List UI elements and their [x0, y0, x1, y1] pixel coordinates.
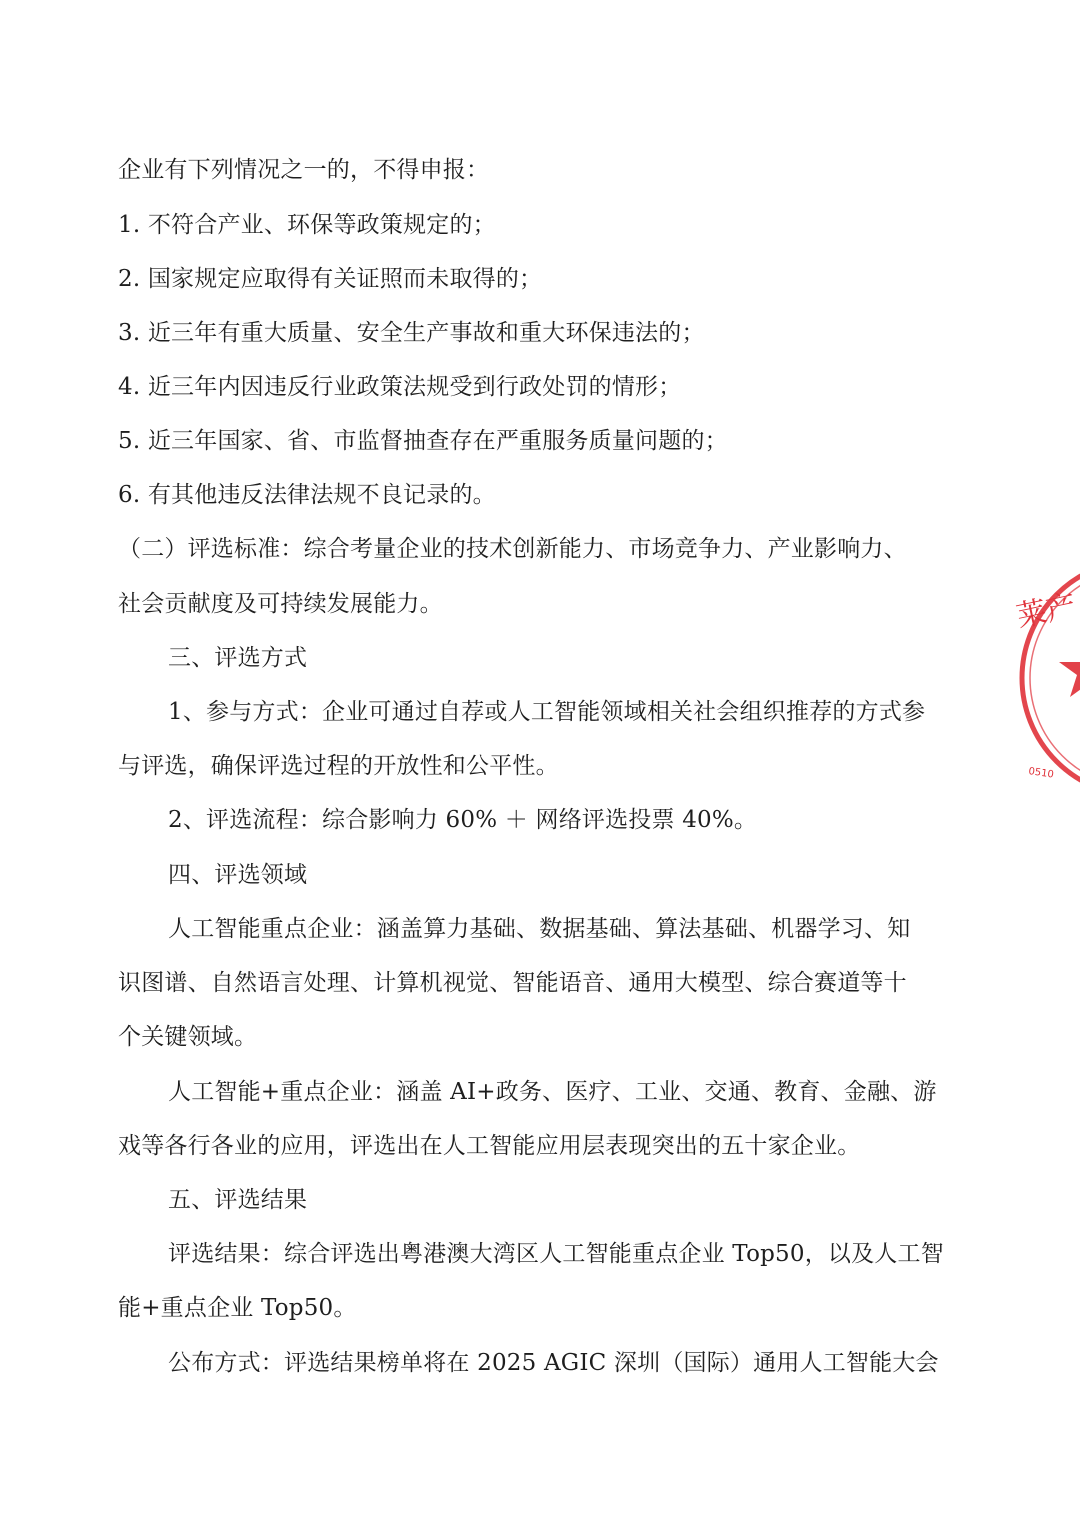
text-line: 企业有下列情况之一的，不得申报：	[118, 157, 490, 183]
text-line: 6. 有其他违反法律法规不良记录的。	[118, 482, 496, 508]
text-line: 戏等各行各业的应用，评选出在人工智能应用层表现突出的五十家企业。	[118, 1133, 861, 1159]
text-line: 能+重点企业 Top50。	[118, 1295, 357, 1321]
text-line: 3. 近三年有重大质量、安全生产事故和重大环保违法的；	[118, 320, 705, 346]
text-line: 与评选，确保评选过程的开放性和公平性。	[118, 753, 559, 779]
section-heading: 四、评选领域	[168, 862, 308, 888]
text-line: 1. 不符合产业、环保等政策规定的；	[118, 212, 496, 238]
text-line: 人工智能+重点企业：涵盖 AI+政务、医疗、工业、交通、教育、金融、游	[168, 1079, 937, 1105]
text-line: 人工智能重点企业：涵盖算力基础、数据基础、算法基础、机器学习、知	[168, 916, 911, 942]
seal-code: 0510	[1027, 766, 1055, 781]
seal-icon	[1012, 570, 1080, 800]
text-line: 公布方式：评选结果榜单将在 2025 AGIC 深圳（国际）通用人工智能大会	[168, 1350, 939, 1376]
text-line: 4. 近三年内因违反行业政策法规受到行政处罚的情形；	[118, 374, 682, 400]
text-line: 识图谱、自然语言处理、计算机视觉、智能语音、通用大模型、综合赛道等十	[118, 970, 907, 996]
official-seal	[1012, 570, 1080, 800]
text-line: （二）评选标准：综合考量企业的技术创新能力、市场竞争力、产业影响力、	[118, 536, 907, 562]
text-line: 1、参与方式：企业可通过自荐或人工智能领域相关社会组织推荐的方式参	[168, 699, 926, 725]
seal-text: 莱产	[1013, 588, 1080, 635]
section-heading: 三、评选方式	[168, 645, 308, 671]
text-line: 2、评选流程：综合影响力 60% ＋ 网络评选投票 40%。	[168, 807, 758, 833]
text-line: 5. 近三年国家、省、市监督抽查存在严重服务质量问题的；	[118, 428, 728, 454]
text-line: 2. 国家规定应取得有关证照而未取得的；	[118, 266, 543, 292]
text-line: 评选结果：综合评选出粤港澳大湾区人工智能重点企业 Top50，以及人工智	[168, 1241, 944, 1267]
text-line: 社会贡献度及可持续发展能力。	[118, 591, 443, 617]
section-heading: 五、评选结果	[168, 1187, 308, 1213]
text-line: 个关键领域。	[118, 1024, 258, 1050]
